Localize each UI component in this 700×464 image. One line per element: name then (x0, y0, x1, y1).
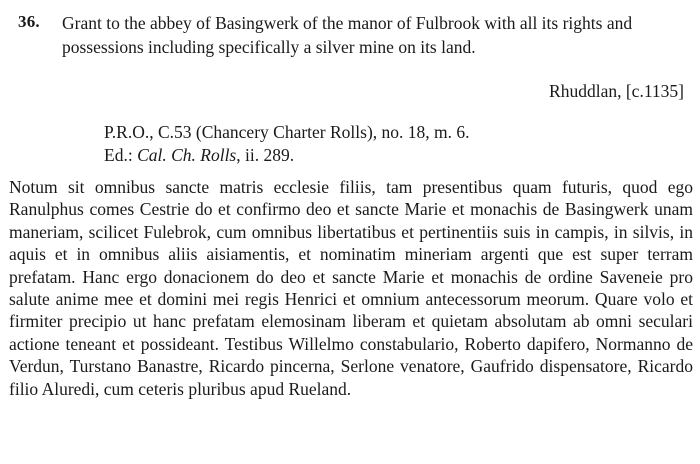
place-date: Rhuddlan, [c.1135] (549, 81, 684, 101)
pro-reference: P.R.O., C.53 (Chancery Charter Rolls), no. 18, m. 6. (104, 122, 470, 142)
edition-suffix: , ii. 289. (236, 145, 295, 165)
charter-text: Notum sit omnibus sancte matris ecclesie filiis, tam presentibus quam futuris, quod ego Ranulphus comes Cestrie do et confirmo deo et sancte Marie et monachis de Basingwerk unam maneriam, scilicet Fulebrok, cum omnibus libertatibus et pertinentiis suis in campis, in silvis, in aquis et in omnibus aliis aisiamentis, et nominatim mineriam argenti que est super terram prefatam. Hanc ergo donacionem do deo et sancte Marie et monachis de ordine Saveneie pro salute anime mee et domini mei regis Henrici et omnium antecessorum meorum. Quare volo et firmiter precipio ut hanc prefatam elemosinam liberam et quietam absolutam ab omni seculari actione teneant et possideant. Testibus Willelmo constabulario, Roberto dapifero, Normanno de Verdun, Turstano Banastre, Ricardo pincerna, Serlone venatore, Gaufrido dispensatore, Ricardo filio Aluredi, cum ceteris pluribus apud Rueland. (9, 177, 693, 399)
entry-number: 36. (18, 12, 40, 31)
edition-prefix: Ed.: (104, 145, 138, 165)
edition-title: Cal. Ch. Rolls (137, 145, 237, 165)
edition-reference (104, 144, 664, 167)
source-references (104, 121, 664, 167)
entry-summary: Grant to the abbey of Basingwerk of the manor of Fulbrook with all its rights and possessions including specifically a silver mine on its land. (62, 13, 633, 57)
